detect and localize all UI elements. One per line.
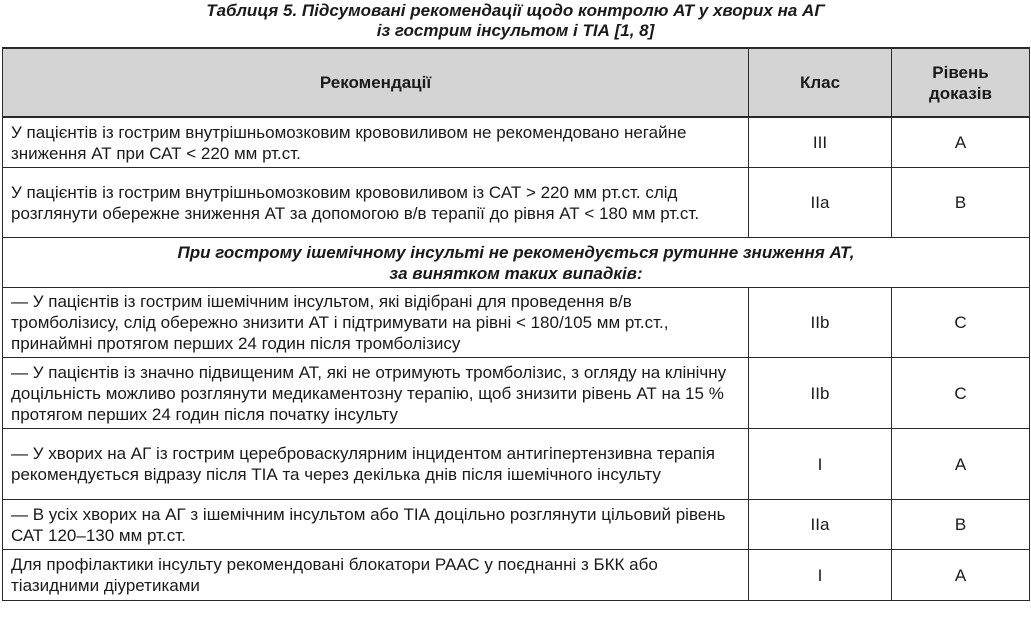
class-cell: IIa [749,500,892,550]
table-row [3,288,1030,358]
class-cell: IIa [749,168,892,238]
header-level-line-2: доказів [929,83,992,103]
level-cell: C [892,288,1030,358]
class-cell: IIb [749,358,892,429]
table-row [3,117,1030,168]
class-cell: IIb [749,288,892,358]
caption-line-2: із гострим інсультом і ТІА [1, 8] [376,21,655,40]
class-cell: I [749,429,892,500]
header-class: Клас [749,48,892,117]
table-row [3,358,1030,429]
level-cell: A [892,550,1030,601]
header-evidence-level [892,48,1030,117]
table-row [3,429,1030,500]
recommendation-cell: — У хворих на АГ із гострим цереброваскулярним інцидентом антигіпертензивна терапія рекомендується відразу після ТІА та через декілька днів після ішемічного інсульту [3,429,749,500]
level-cell: C [892,358,1030,429]
level-cell: B [892,168,1030,238]
table-row [3,168,1030,238]
subheading-line-2: за винятком таких випадків: [389,263,643,283]
table-row [3,550,1030,601]
recommendation-cell: У пацієнтів із гострим внутрішньомозковим крововиливом не рекомендовано негайне зниження АТ при САТ < 220 мм рт.ст. [3,117,749,168]
class-cell: I [749,550,892,601]
recommendation-cell: Для профілактики інсульту рекомендовані блокатори РААС у поєднанні з БКК або тіазидними діуретиками [3,550,749,601]
subheading-line-1: При гострому ішемічному інсульті не рекомендується рутинне зниження АТ, [177,242,855,262]
subheading-cell [3,238,1030,288]
table-subheading-row [3,238,1030,288]
recommendation-cell: — У пацієнтів із значно підвищеним АТ, які не отримують тромболізис, з огляду на клінічну доцільність можливо розглянути медикаментозну терапію, щоб знизити рівень АТ на 15 % протягом перших 24 годин після початку інсульту [3,358,749,429]
level-cell: B [892,500,1030,550]
recommendation-cell: — У пацієнтів із гострим ішемічним інсультом, які відібрані для проведення в/в тромболізису, слід обережно знизити АТ і підтримувати на рівні < 180/105 мм рт.ст., принаймні протягом перших 24 годин після тромболізису [3,288,749,358]
table-header-row [3,48,1030,117]
level-cell: A [892,429,1030,500]
caption-line-1: Таблиця 5. Підсумовані рекомендації щодо контролю АТ у хворих на АГ [206,1,825,20]
header-level-line-1: Рівень [932,62,989,82]
header-recommendations: Рекомендації [3,48,749,117]
recommendation-cell: — В усіх хворих на АГ з ішемічним інсультом або ТІА доцільно розглянути цільовий рівень САТ 120–130 мм рт.ст. [3,500,749,550]
recommendations-table [2,47,1030,601]
level-cell: A [892,117,1030,168]
class-cell: III [749,117,892,168]
recommendation-cell: У пацієнтів із гострим внутрішньомозковим крововиливом із САТ > 220 мм рт.ст. слід розглянути обережне зниження АТ за допомогою в/в терапії до рівня АТ < 180 мм рт.ст. [3,168,749,238]
table-row [3,500,1030,550]
table-caption [0,0,1031,42]
